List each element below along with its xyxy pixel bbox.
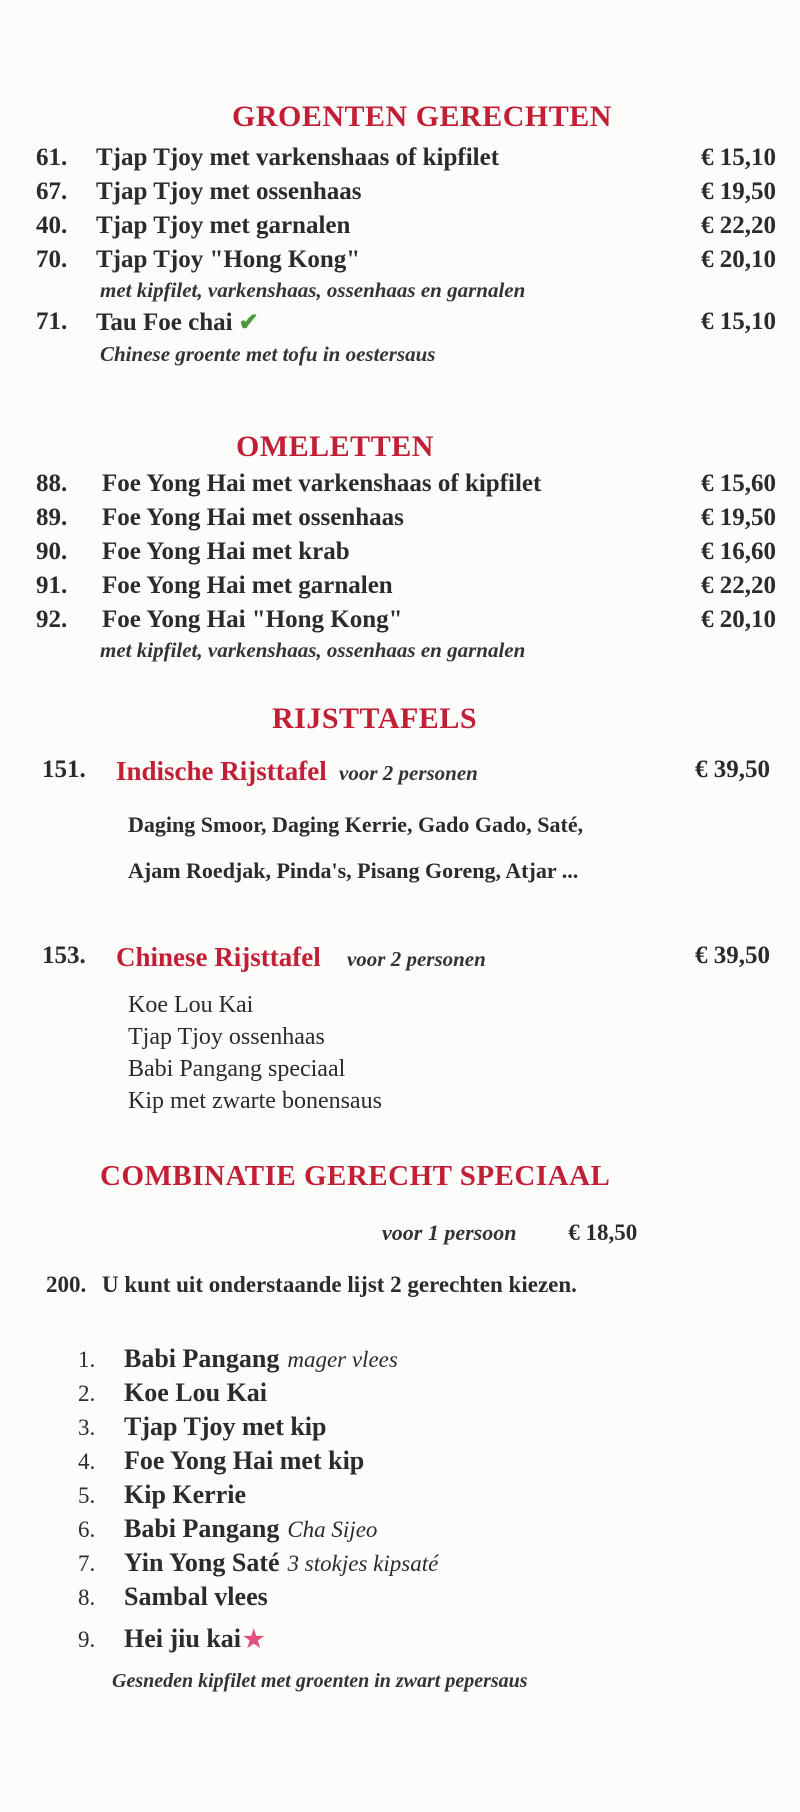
item-name: Tjap Tjoy met ossenhaas [96, 178, 362, 205]
item-name: Foe Yong Hai "Hong Kong" [102, 606, 403, 633]
list-number: 2. [78, 1381, 96, 1406]
item-name: Foe Yong Hai met varkenshaas of kipfilet [102, 470, 542, 497]
menu-item [36, 606, 776, 638]
list-note: 3 stokjes kipsaté [287, 1551, 439, 1576]
rijsttafel-dish: Babi Pangang speciaal [128, 1056, 346, 1082]
vegetarian-check-icon: ✔ [238, 310, 259, 336]
list-item [78, 1480, 246, 1510]
list-number: 5. [78, 1483, 96, 1508]
list-name: Babi Pangang [124, 1344, 280, 1373]
list-name: Hei jiu kai [124, 1624, 242, 1653]
item-price: € 16,60 [701, 538, 776, 565]
list-item [78, 1514, 377, 1544]
list-name: Sambal vlees [124, 1582, 268, 1611]
item-name-wrap [116, 756, 478, 787]
item-number: 67. [36, 178, 68, 205]
combinatie-persons-price [382, 1220, 637, 1246]
item-description: met kipfilet, varkenshaas, ossenhaas en garnalen [100, 278, 526, 302]
list-note: mager vlees [287, 1347, 398, 1372]
list-number: 8. [78, 1585, 96, 1610]
item-name: Foe Yong Hai met garnalen [102, 572, 393, 599]
item-name: Tjap Tjoy met varkenshaas of kipfilet [96, 144, 500, 171]
item-persons: voor 2 personen [339, 761, 478, 785]
item-name: Tjap Tjoy met garnalen [96, 212, 351, 239]
list-number: 4. [78, 1449, 96, 1474]
item-number: 90. [36, 538, 68, 565]
menu-item [36, 308, 776, 340]
list-number: 1. [78, 1347, 96, 1372]
section-title-combinatie: COMBINATIE GERECHT SPECIAAL [100, 1160, 611, 1192]
item-price: € 22,20 [701, 212, 776, 239]
rijsttafel-dish: Tjap Tjoy ossenhaas [128, 1024, 325, 1050]
rijsttafel-dish: Kip met zwarte bonensaus [128, 1088, 382, 1114]
item-description: met kipfilet, varkenshaas, ossenhaas en garnalen [100, 638, 526, 662]
list-note: Cha Sijeo [287, 1517, 378, 1542]
item-price: € 15,60 [701, 470, 776, 497]
item-number: 200. [46, 1272, 87, 1297]
item-number: 61. [36, 144, 68, 171]
item-number: 89. [36, 504, 68, 531]
list-item [78, 1446, 364, 1476]
list-name: Tjap Tjoy met kip [124, 1412, 327, 1441]
combinatie-persons: voor 1 persoon [382, 1220, 517, 1245]
item-number: 71. [36, 308, 68, 335]
spicy-star-icon: ★ [243, 1627, 265, 1653]
item-price: € 39,50 [695, 756, 770, 783]
list-item [78, 1624, 265, 1654]
item-name: Chinese Rijsttafel [116, 942, 321, 972]
menu-item [36, 504, 776, 536]
combinatie-intro-row [46, 1272, 577, 1298]
list-name: Kip Kerrie [124, 1480, 247, 1509]
rijsttafel-indisch [42, 756, 770, 788]
item-number: 151. [42, 756, 86, 783]
item-name: Foe Yong Hai met ossenhaas [102, 504, 404, 531]
menu-item [36, 212, 776, 244]
list-name: Yin Yong Saté [124, 1548, 280, 1577]
list-number: 7. [78, 1551, 96, 1576]
item-name: Indische Rijsttafel [116, 756, 327, 786]
item-name: Tjap Tjoy "Hong Kong" [96, 246, 361, 273]
list-number: 3. [78, 1415, 96, 1440]
item-price: € 20,10 [701, 606, 776, 633]
list-name: Foe Yong Hai met kip [124, 1446, 365, 1475]
item-name-wrap [116, 942, 486, 973]
menu-item [36, 538, 776, 570]
item-price: € 15,10 [701, 144, 776, 171]
list-item [78, 1412, 327, 1442]
menu-item [36, 178, 776, 210]
menu-item [36, 144, 776, 176]
list-item [78, 1344, 398, 1374]
rijsttafel-dish: Koe Lou Kai [128, 992, 254, 1018]
item-number: 88. [36, 470, 68, 497]
item-price: € 22,20 [701, 572, 776, 599]
item-name: Foe Yong Hai met krab [102, 538, 350, 565]
item-persons: voor 2 personen [346, 947, 486, 971]
list-item [78, 1582, 268, 1612]
item-price: € 19,50 [701, 178, 776, 205]
rijsttafel-dishes: Daging Smoor, Daging Kerrie, Gado Gado, Saté, [128, 812, 584, 837]
item-price: € 15,10 [701, 308, 776, 335]
list-number: 9. [78, 1627, 96, 1652]
list-item [78, 1548, 438, 1578]
section-title-groenten: GROENTEN GERECHTEN [232, 100, 612, 133]
combinatie-price: € 18,50 [568, 1220, 638, 1245]
list-item [78, 1378, 267, 1408]
item-price: € 20,10 [701, 246, 776, 273]
section-title-omeletten: OMELETTEN [236, 430, 434, 463]
item-number: 70. [36, 246, 68, 273]
item-name: Tau Foe chai [96, 309, 233, 336]
item-price: € 19,50 [701, 504, 776, 531]
list-number: 6. [78, 1517, 96, 1542]
menu-item [36, 470, 776, 502]
item-number: 153. [42, 942, 86, 969]
list-name: Babi Pangang [124, 1514, 280, 1543]
section-title-rijsttafels: RIJSTTAFELS [272, 702, 478, 735]
rijsttafel-dishes: Ajam Roedjak, Pinda's, Pisang Goreng, Atjar ... [128, 858, 579, 883]
item-price: € 39,50 [695, 942, 770, 969]
menu-item [36, 572, 776, 604]
item-description: Gesneden kipfilet met groenten in zwart pepersaus [112, 1670, 528, 1692]
item-number: 91. [36, 572, 68, 599]
item-description: Chinese groente met tofu in oestersaus [100, 342, 436, 366]
rijsttafel-chinees [42, 942, 770, 974]
item-number: 40. [36, 212, 68, 239]
combinatie-intro: U kunt uit onderstaande lijst 2 gerechten kiezen. [102, 1272, 577, 1297]
item-name-wrap [96, 308, 259, 337]
menu-item [36, 246, 776, 278]
list-name: Koe Lou Kai [124, 1378, 268, 1407]
item-number: 92. [36, 606, 68, 633]
